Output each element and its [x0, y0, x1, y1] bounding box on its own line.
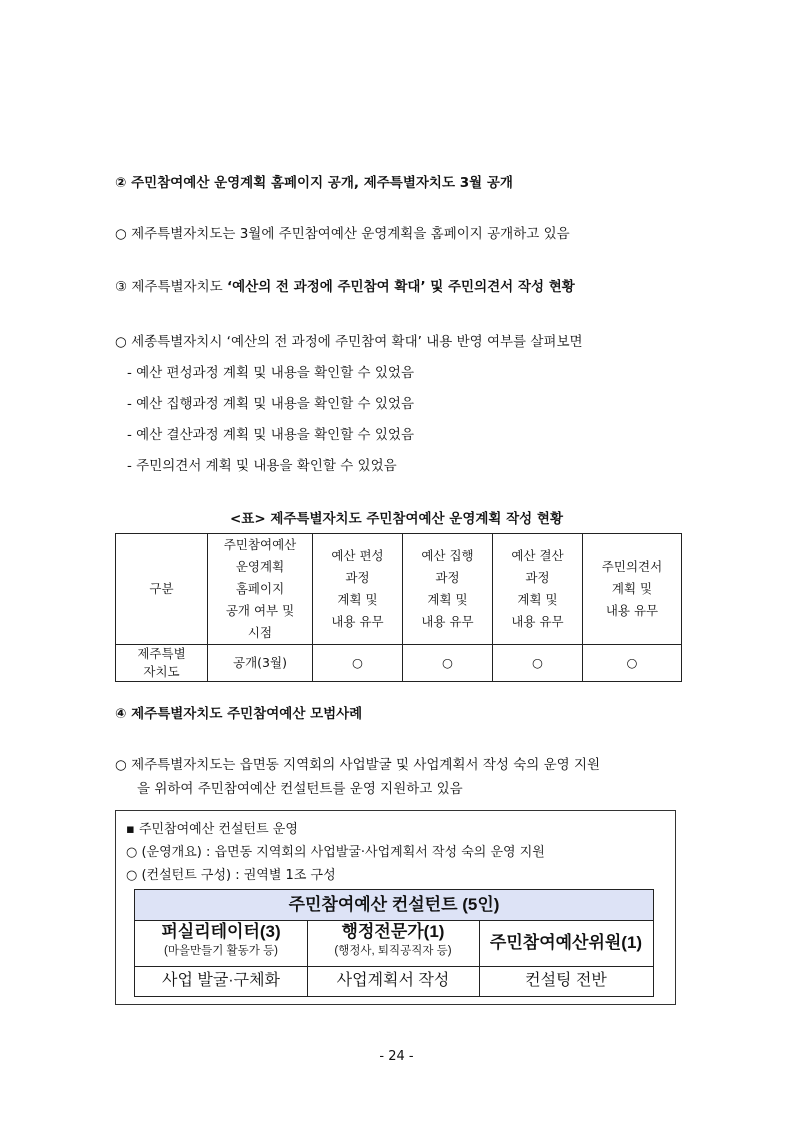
admin-expert-subtitle: (행정사, 퇴직공직자 등) [334, 945, 452, 957]
section-3-heading-emphasis: ‘예산의 전 과정에 주민참여 확대’ 및 주민의견서 작성 현황 [226, 279, 575, 295]
diagram-title: 주민참여예산 컨설턴트 (5인) [135, 890, 653, 921]
committee-title: 주민참여예산위원(1) [489, 933, 643, 952]
table-header-disclosure: 주민참여예산 운영계획 홈페이지 공개 여부 및 시점 [208, 534, 313, 645]
section-4-paragraph-line-1: ○ 제주특별자치도는 읍면동 지역회의 사업발굴 및 사업계획서 작성 숙의 운영 지원 [115, 757, 601, 773]
list-item: - 주민의견서 계획 및 내용을 확인할 수 있었음 [127, 458, 397, 474]
table-cell-disclosure: 공개(3월) [208, 645, 313, 682]
section-3-heading-prefix: ③ 제주특별자치도 [115, 279, 227, 295]
table-cell-mark: ○ [403, 645, 493, 682]
consultant-box [115, 810, 676, 1005]
status-table [115, 533, 682, 682]
page-number: - 24 - [379, 1049, 414, 1064]
section-4-heading: ④ 제주특별자치도 주민참여예산 모범사례 [115, 706, 363, 722]
diagram-col-admin [307, 921, 479, 965]
list-item: - 예산 집행과정 계획 및 내용을 확인할 수 있었음 [127, 396, 414, 412]
admin-expert-role: 사업계획서 작성 [336, 972, 450, 989]
table-header-category: 구분 [116, 534, 208, 645]
box-line-1: ▪ 주민참여예산 컨설턴트 운영 [126, 822, 298, 837]
box-line-3: ○ (컨설턴트 구성) : 권역별 1조 구성 [126, 868, 336, 883]
table-row [116, 645, 682, 682]
table-header-opinion: 주민의견서 계획 및 내용 유무 [583, 534, 682, 645]
table-cell-mark: ○ [313, 645, 403, 682]
table-cell-region: 제주특별 자치도 [116, 645, 208, 682]
section-3-paragraph: ○ 세종특별자치시 ‘예산의 전 과정에 주민참여 확대’ 내용 반영 여부를 살펴보면 [115, 334, 583, 350]
section-4-paragraph-line-2: 을 위하여 주민참여예산 컨설턴트를 운영 지원하고 있음 [137, 781, 463, 797]
admin-expert-title: 행정전문가(1) [341, 922, 445, 941]
table-header-formation: 예산 편성 과정 계획 및 내용 유무 [313, 534, 403, 645]
table-cell-mark: ○ [493, 645, 583, 682]
list-item: - 예산 결산과정 계획 및 내용을 확인할 수 있었음 [127, 427, 414, 443]
section-3-heading [115, 275, 575, 295]
facilitator-title: 퍼실리테이터(3) [161, 922, 281, 941]
diagram-col-committee [479, 921, 653, 965]
box-line-2: ○ (운영개요) : 읍면동 지역회의 사업발굴·사업계획서 작성 숙의 운영 지원 [126, 845, 545, 860]
table-header-execution: 예산 집행 과정 계획 및 내용 유무 [403, 534, 493, 645]
committee-role: 컨설팅 전반 [525, 972, 607, 989]
table-cell-mark: ○ [583, 645, 682, 682]
diagram-col-facilitator [135, 921, 307, 965]
section-2-paragraph: ○ 제주특별자치도는 3월에 주민참여예산 운영계획을 홈페이지 공개하고 있음 [115, 226, 570, 242]
table-header-settlement: 예산 결산 과정 계획 및 내용 유무 [493, 534, 583, 645]
facilitator-subtitle: (마을만들기 활동가 등) [163, 945, 279, 957]
table-caption: <표> 제주특별자치도 주민참여예산 운영계획 작성 현황 [229, 511, 564, 527]
facilitator-role: 사업 발굴·구체화 [162, 972, 280, 989]
section-2-heading: ② 주민참여예산 운영계획 홈페이지 공개, 제주특별자치도 3월 공개 [115, 175, 513, 191]
consultant-diagram [134, 889, 654, 997]
list-item: - 예산 편성과정 계획 및 내용을 확인할 수 있었음 [127, 365, 414, 381]
